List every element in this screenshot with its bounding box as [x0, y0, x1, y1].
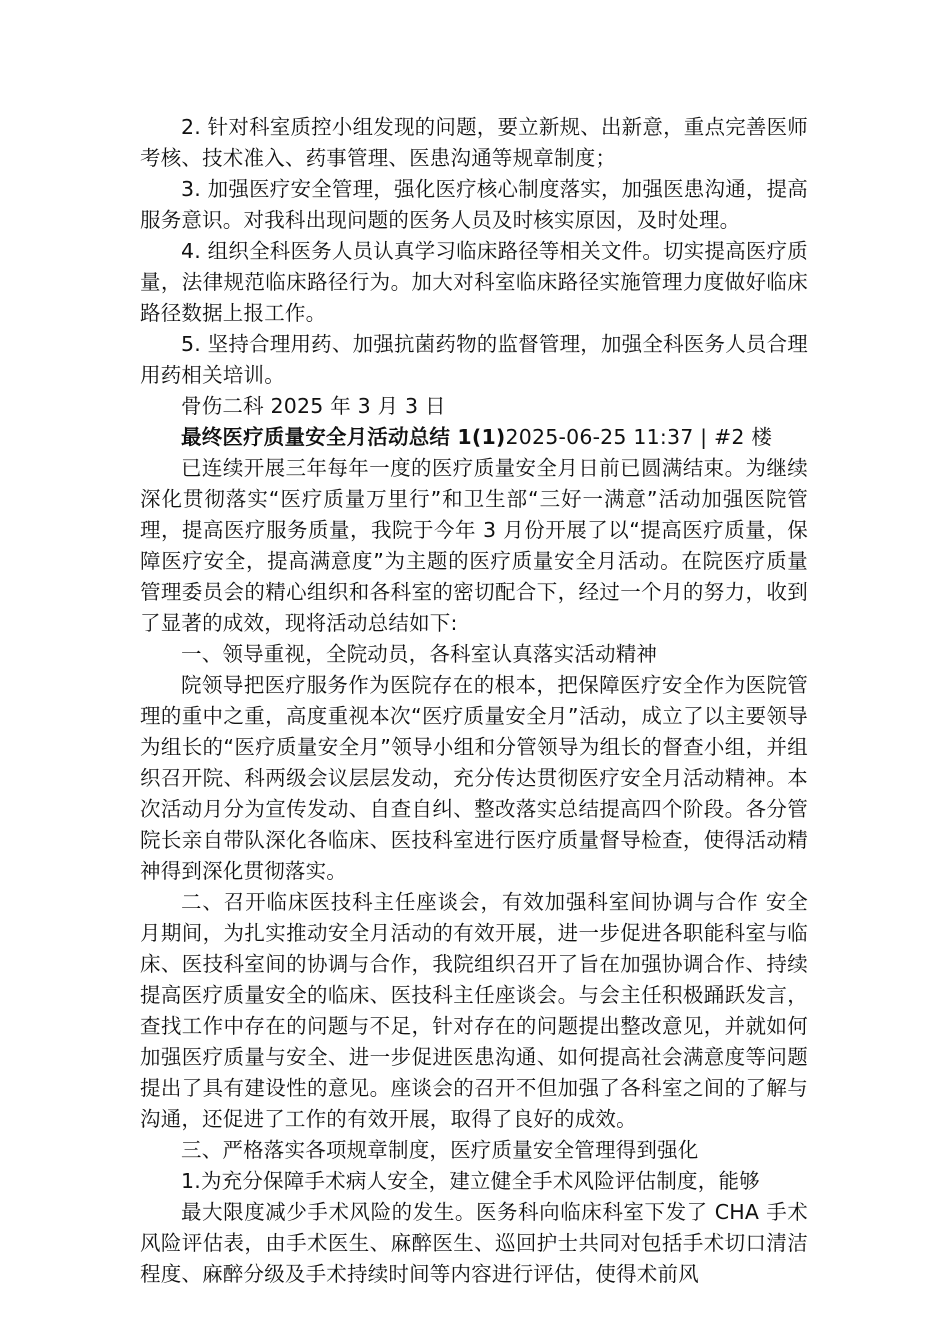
- article-meta: 2025-06-25 11:37 | #2 楼: [505, 425, 773, 449]
- section-2-paragraph: 二、召开临床医技科主任座谈会，有效加强科室间协调与合作 安全月期间，为扎实推动安全月活动的有效开展，进一步促进各职能科室与临床、医技科室间的协调与合作，我院组织召开了旨在加强协调合作、持续提高医疗质量安全的临床、医技科主任座谈会。与会主任积极踊跃发言，查找工作中存在的问题与不足，针对存在的问题提出整改意见，并就如何加强医疗质量与安全、进一步促进医患沟通、如何提高社会满意度等问题提出了具有建设性的意见。座谈会的召开不但加强了各科室之间的了解与沟通，还促进了工作的有效开展，取得了良好的成效。: [140, 890, 808, 1131]
- document-page: [140, 112, 808, 1290]
- section-heading-3: 三、严格落实各项规章制度，医疗质量安全管理得到强化: [181, 1138, 699, 1162]
- article-title: 最终医疗质量安全月活动总结 1(1): [181, 425, 506, 449]
- section-3-item-1: 1.为充分保障手术病人安全，建立健全手术风险评估制度，能够: [181, 1169, 760, 1193]
- paragraph-item-5: 5. 坚持合理用药、加强抗菌药物的监督管理，加强全科医务人员合理用药相关培训。: [140, 332, 808, 387]
- section-3-item-1-continued: 最大限度减少手术风险的发生。医务科向临床科室下发了 CHA 手术风险评估表，由手术医生、麻醉医生、巡回护士共同对包括手术切口清洁程度、麻醉分级及手术持续时间等内容进行评估，使得术前风: [140, 1200, 808, 1286]
- paragraph-item-3: 3. 加强医疗安全管理，强化医疗核心制度落实，加强医患沟通，提高服务意识。对我科出现问题的医务人员及时核实原因，及时处理。: [140, 177, 808, 232]
- paragraph-item-2: 2. 针对科室质控小组发现的问题，要立新规、出新意，重点完善医师考核、技术准入、药事管理、医患沟通等规章制度；: [140, 115, 808, 170]
- article-heading: [140, 422, 808, 453]
- section-heading-1: 一、领导重视，全院动员，各科室认真落实活动精神: [181, 642, 658, 666]
- intro-paragraph: 已连续开展三年每年一度的医疗质量安全月日前已圆满结束。为继续深化贯彻落实“医疗质量万里行”和卫生部“三好一满意”活动加强医院管理，提高医疗服务质量，我院于今年 3 月份开展了以“提高医疗质量，保障医疗安全，提高满意度”为主题的医疗质量安全月活动。在院医疗质量管理委员会的精心组织和各科室的密切配合下，经过一个月的努力，收到了显著的成效，现将活动总结如下:: [140, 456, 808, 635]
- signature-date: 骨伤二科 2025 年 3 月 3 日: [181, 394, 446, 418]
- paragraph-item-4: 4. 组织全科医务人员认真学习临床路径等相关文件。切实提高医疗质量，法律规范临床路径行为。加大对科室临床路径实施管理力度做好临床路径数据上报工作。: [140, 239, 808, 325]
- section-1-paragraph: 院领导把医疗服务作为医院存在的根本，把保障医疗安全作为医院管理的重中之重，高度重视本次“医疗质量安全月”活动，成立了以主要领导为组长的“医疗质量安全月”领导小组和分管领导为组长的督查小组，并组织召开院、科两级会议层层发动，充分传达贯彻医疗安全月活动精神。本次活动月分为宣传发动、自查自纠、整改落实总结提高四个阶段。各分管院长亲自带队深化各临床、医技科室进行医疗质量督导检查，使得活动精神得到深化贯彻落实。: [140, 673, 808, 883]
